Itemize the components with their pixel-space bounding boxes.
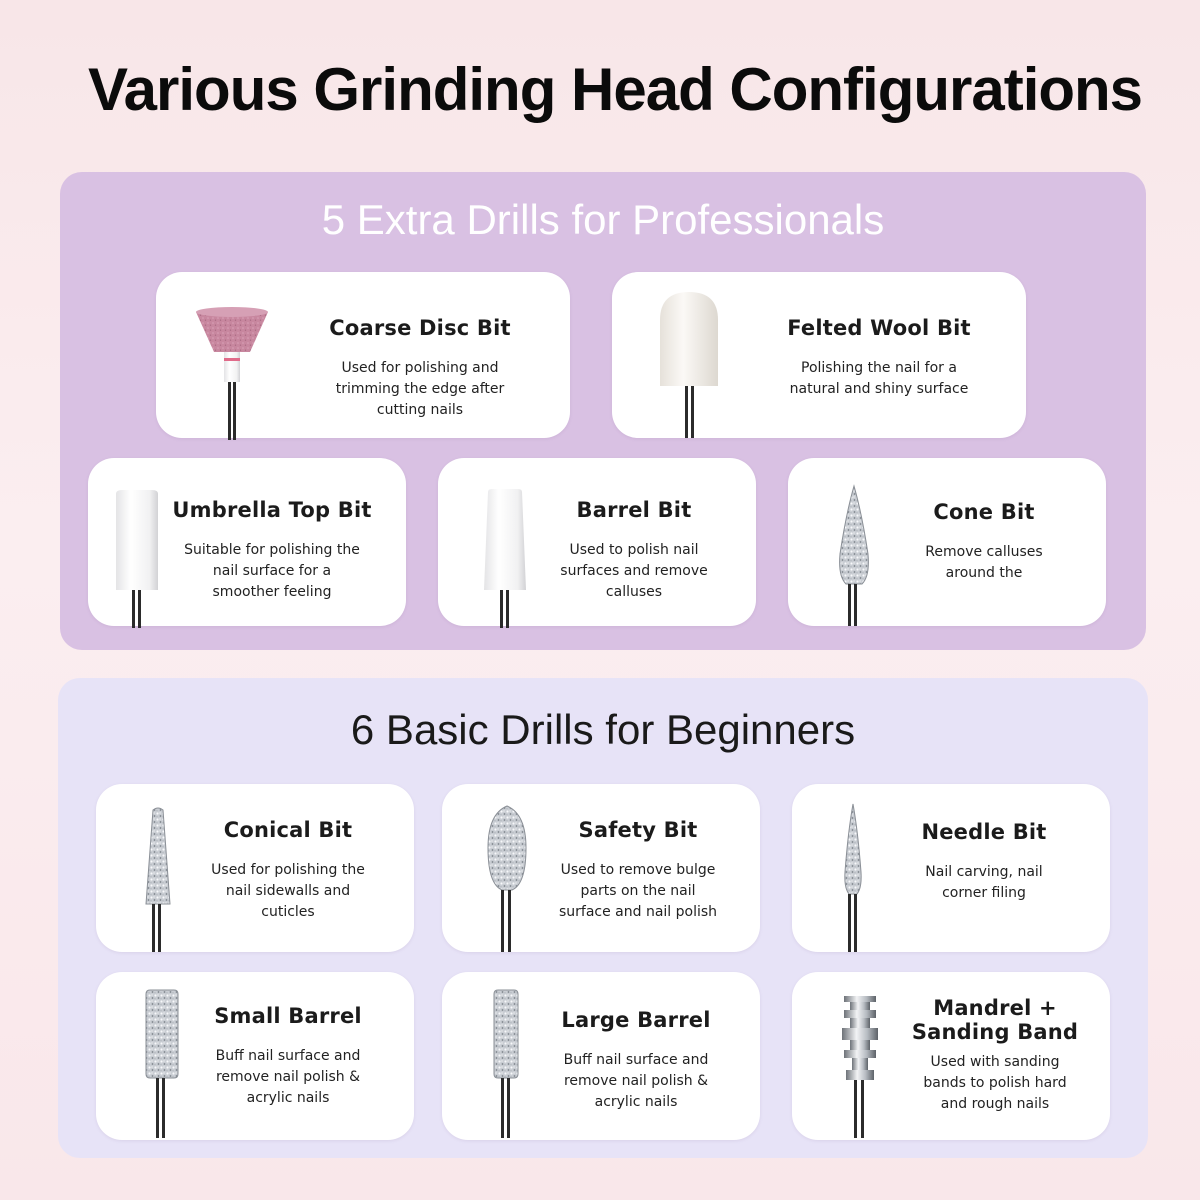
page-title: Various Grinding Head Configurations [87,56,1143,123]
card-description: Used for polishing the nail sidewalls and cuticles [211,862,365,920]
professional-heading: 5 Extra Drills for Professionals [321,196,885,243]
umbrella-top-bit-icon [110,488,164,628]
mandrel-sanding-band-icon [838,994,882,1140]
card-title: Cone Bit [933,500,1035,524]
card-title: Conical Bit [223,818,353,842]
card-description: Used to remove bulge parts on the nail surface and nail polish [558,862,718,920]
card-title: Mandrel + Sanding Band [911,996,1079,1044]
card-needle-bit[interactable] [792,784,1110,952]
barrel-bit-icon [478,488,532,628]
card-large-barrel[interactable] [442,972,760,1140]
card-title: Needle Bit [921,820,1047,844]
card-small-barrel[interactable] [96,972,414,1140]
card-barrel-bit[interactable] [438,458,756,626]
card-title: Felted Wool Bit [787,316,971,340]
card-description: Used to polish nail surfaces and remove calluses [560,542,708,600]
card-cone-bit[interactable] [788,458,1106,626]
card-coarse-disc-bit[interactable] [156,272,570,438]
card-description: Suitable for polishing the nail surface for a smoother feeling [184,542,360,600]
card-description: Used with sanding bands to polish hard and rough nails [923,1054,1067,1112]
card-safety-bit[interactable] [442,784,760,952]
conical-bit-icon [138,806,178,954]
card-conical-bit[interactable] [96,784,414,952]
small-barrel-bit-icon [142,988,182,1140]
card-description: Remove calluses around the [925,544,1043,581]
cone-bit-icon [832,484,876,628]
large-barrel-bit-icon [486,988,526,1140]
felted-wool-bit-icon [654,290,724,440]
card-felted-wool-bit[interactable] [612,272,1026,438]
card-title: Barrel Bit [576,498,692,522]
card-title: Safety Bit [578,818,698,842]
needle-bit-icon [836,802,870,954]
card-description: Used for polishing and trimming the edge after cutting nails [335,360,505,418]
card-description: Buff nail surface and remove nail polish & acrylic nails [563,1052,709,1110]
card-title: Umbrella Top Bit [172,498,372,522]
basic-heading: 6 Basic Drills for Beginners [350,706,856,753]
card-title: Large Barrel [561,1008,711,1032]
card-description: Nail carving, nail corner filing [925,864,1043,901]
card-title: Small Barrel [214,1004,362,1028]
safety-bit-icon [482,804,532,954]
card-description: Buff nail surface and remove nail polish & acrylic nails [215,1048,361,1106]
coarse-disc-bit-icon [192,302,272,442]
card-umbrella-top-bit[interactable] [88,458,406,626]
card-title: Coarse Disc Bit [329,316,511,340]
card-mandrel-sanding-band[interactable] [792,972,1110,1140]
card-description: Polishing the nail for a natural and shiny surface [789,360,969,397]
